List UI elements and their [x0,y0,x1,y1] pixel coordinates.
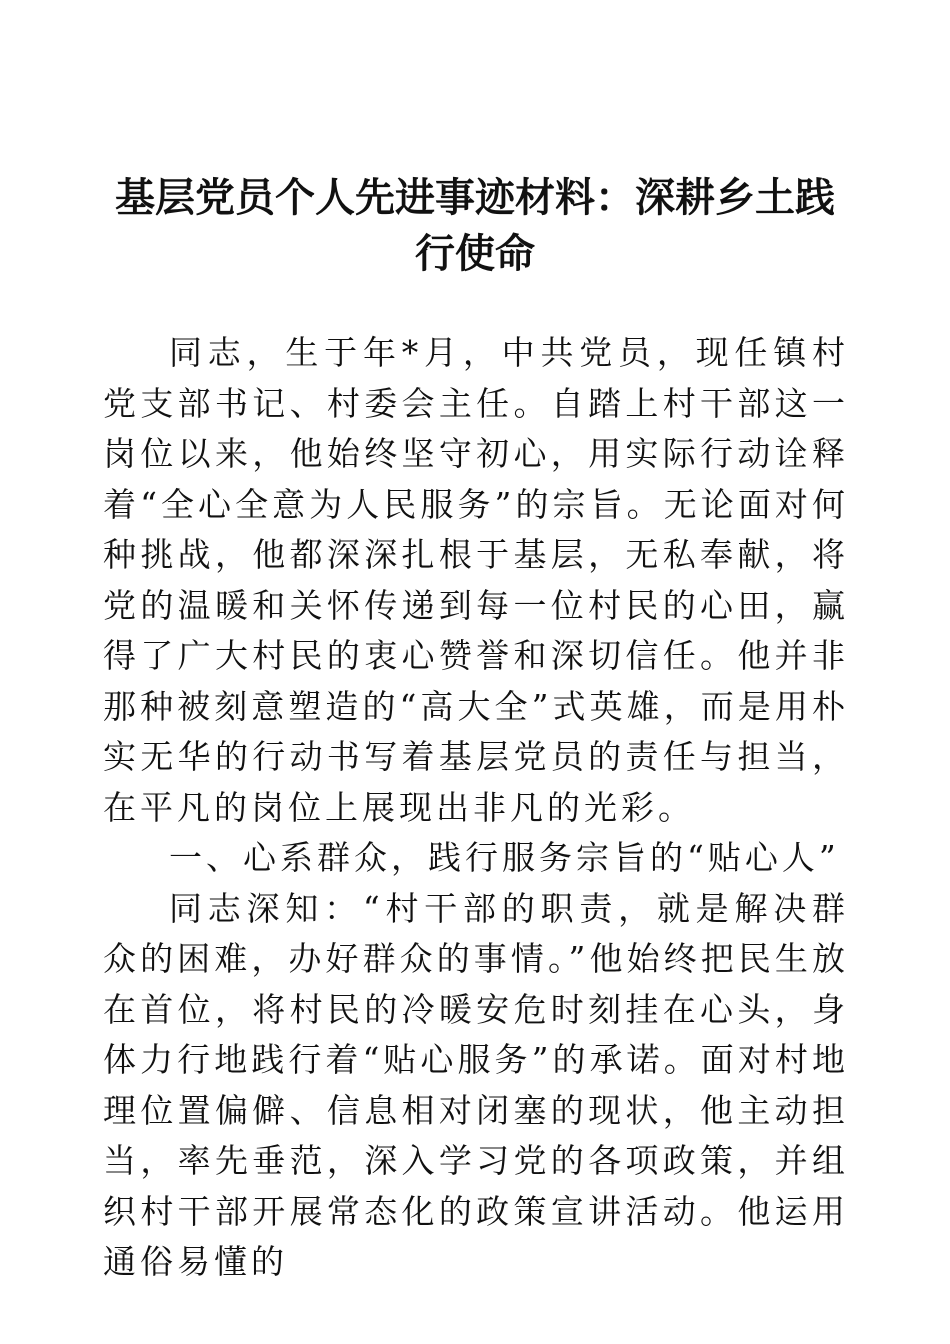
intro-paragraph: 同志，生于年*月，中共党员，现任镇村党支部书记、村委会主任。自踏上村干部这一岗位以来，他始终坚守初心，用实际行动诠释着“全心全意为人民服务”的宗旨。无论面对何种挑战，他都深深扎根于基层，无私奉献，将党的温暖和关怀传递到每一位村民的心田，赢得了广大村民的衷心赞誉和深切信任。他并非那种被刻意塑造的“高大全”式英雄，而是用朴实无华的行动书写着基层党员的责任与担当，在平凡的岗位上展现出非凡的光彩。 [103,333,849,827]
document-title: 基层党员个人先进事迹材料：深耕乡土践行使命 [115,174,835,277]
section-paragraph: 同志深知：“村干部的职责，就是解决群众的困难，办好群众的事情。”他始终把民生放在首位，将村民的冷暖安危时刻挂在心头，身体力行地践行着“贴心服务”的承诺。面对村地理位置偏僻、信息相对闭塞的现状，他主动担当，率先垂范，深入学习党的各项政策，并组织村干部开展常态化的政策宣讲活动。他运用通俗易懂的 [103,888,849,1281]
section-heading: 一、心系群众，践行服务宗旨的“贴心人” [169,838,840,877]
document-body [103,328,849,1288]
